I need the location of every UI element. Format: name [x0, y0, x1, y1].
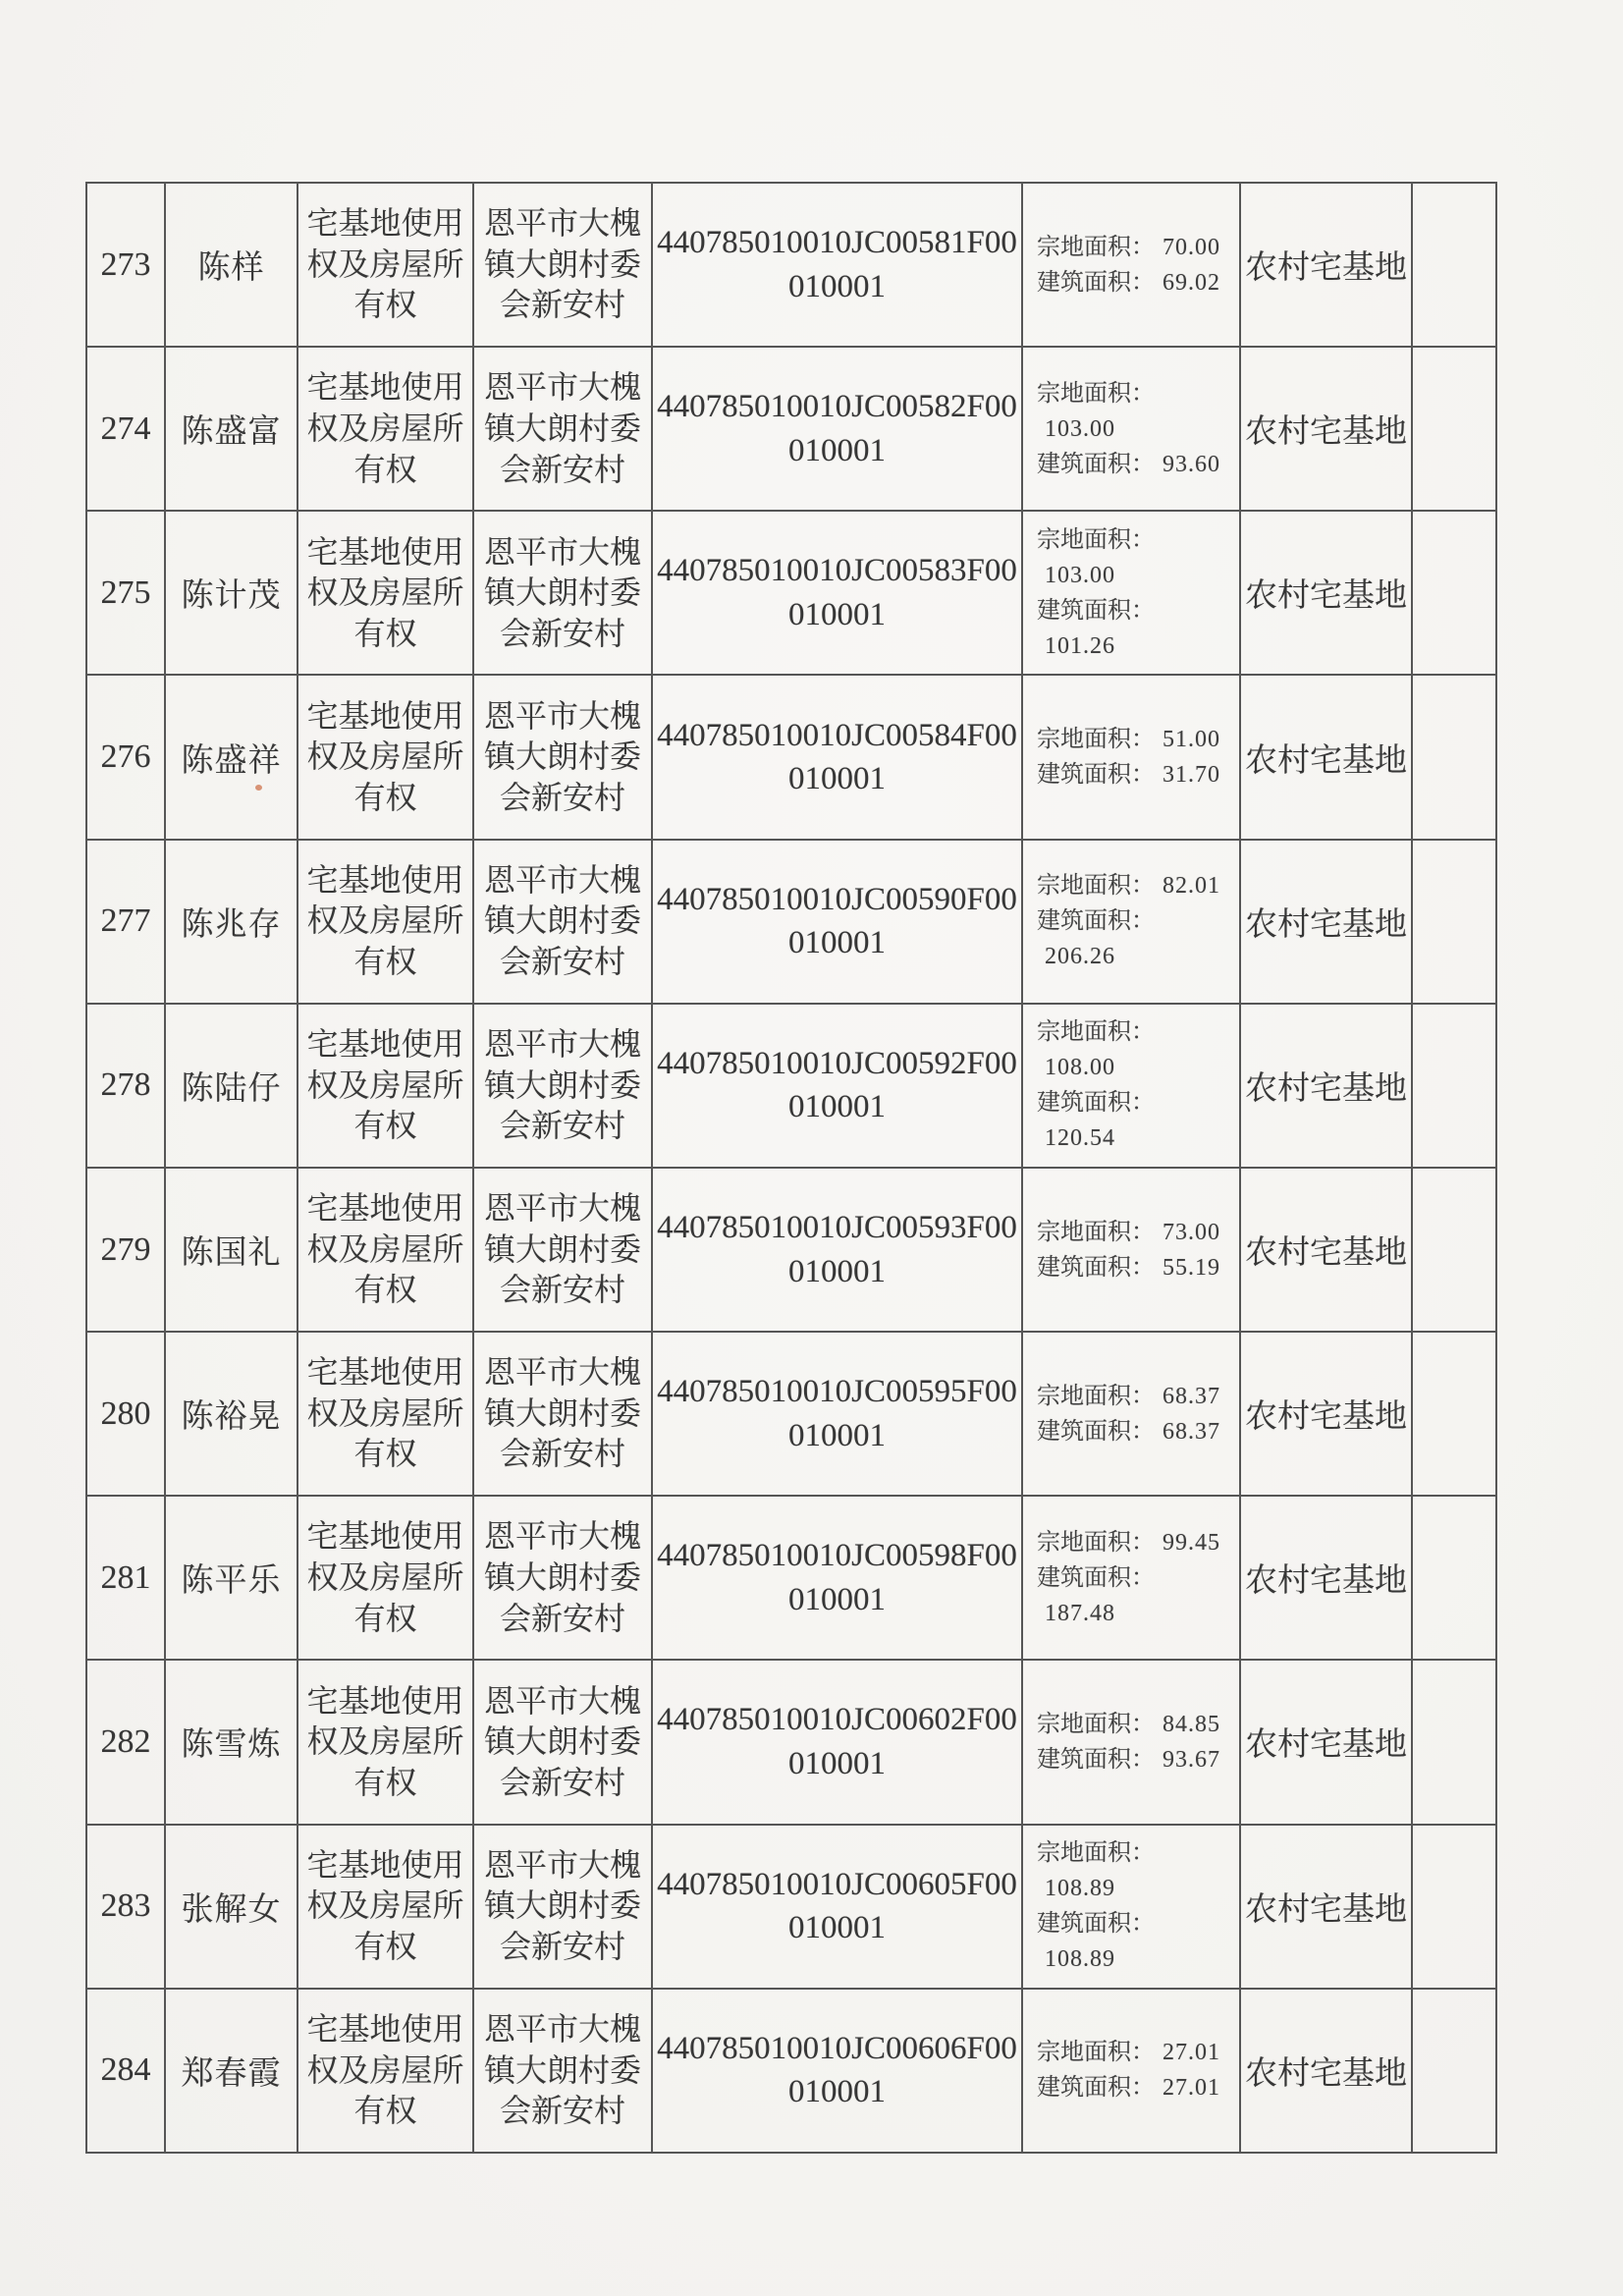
parcel-area-label: 宗地面积：: [1037, 1840, 1155, 1867]
parcel-code-cell: [652, 675, 1022, 839]
parcel-area-label: 宗地面积：: [1037, 2040, 1155, 2066]
area-cell: [1022, 1660, 1240, 1824]
parcel-area-line: [1037, 722, 1231, 757]
building-area-label: 建筑面积：: [1037, 1911, 1155, 1938]
table-body: [86, 183, 1496, 2153]
area-cell: [1022, 840, 1240, 1004]
parcel-code-line2: 010001: [788, 1581, 886, 1617]
owner-name-cell: 陈陆仔: [165, 1004, 298, 1168]
parcel-code-line2: 010001: [788, 1253, 886, 1289]
parcel-area-value: 51.00: [1163, 727, 1220, 753]
table-row: [86, 1660, 1496, 1824]
location-cell: 恩平市大槐镇大朗村委会新安村: [473, 1660, 652, 1824]
land-type-cell: 农村宅基地: [1240, 511, 1412, 675]
empty-cell: [1412, 840, 1496, 1004]
table-row: [86, 511, 1496, 675]
land-type-cell: 农村宅基地: [1240, 183, 1412, 347]
building-area-label: 建筑面积：: [1037, 597, 1155, 624]
scan-speck-artifact: [255, 785, 262, 791]
owner-name-cell: 陈盛祥: [165, 675, 298, 839]
parcel-area-value: 108.00: [1045, 1055, 1115, 1081]
parcel-area-line: [1037, 1525, 1231, 1560]
building-area-label: 建筑面积：: [1037, 1564, 1155, 1591]
parcel-code-line1: 440785010010JC00583F00: [657, 553, 1017, 589]
parcel-area-label: 宗地面积：: [1037, 727, 1155, 753]
parcel-code-cell: [652, 347, 1022, 511]
right-type-cell: 宅基地使用权及房屋所有权: [298, 1004, 473, 1168]
location-cell: 恩平市大槐镇大朗村委会新安村: [473, 1004, 652, 1168]
building-area-line: [1037, 1560, 1231, 1631]
parcel-area-line: [1037, 230, 1231, 265]
building-area-value: 68.37: [1163, 1418, 1220, 1445]
building-area-line: [1037, 1414, 1231, 1449]
parcel-code-line2: 010001: [788, 1910, 886, 1946]
location-cell: 恩平市大槐镇大朗村委会新安村: [473, 511, 652, 675]
right-type-cell: 宅基地使用权及房屋所有权: [298, 1989, 473, 2153]
parcel-area-value: 68.37: [1163, 1383, 1220, 1409]
row-number-cell: 273: [86, 183, 165, 347]
parcel-code-cell: [652, 1004, 1022, 1168]
parcel-area-line: [1037, 376, 1231, 447]
parcel-area-line: [1037, 868, 1231, 903]
row-number-cell: 276: [86, 675, 165, 839]
location-cell: 恩平市大槐镇大朗村委会新安村: [473, 1989, 652, 2153]
parcel-code-cell: [652, 1332, 1022, 1496]
land-type-cell: 农村宅基地: [1240, 1004, 1412, 1168]
area-cell: [1022, 347, 1240, 511]
parcel-area-value: 82.01: [1163, 873, 1220, 900]
owner-name-cell: 陈国礼: [165, 1168, 298, 1332]
parcel-code-line2: 010001: [788, 1745, 886, 1781]
parcel-code-line1: 440785010010JC00602F00: [657, 1702, 1017, 1738]
building-area-line: [1037, 1742, 1231, 1777]
area-cell: [1022, 1004, 1240, 1168]
location-cell: 恩平市大槐镇大朗村委会新安村: [473, 1168, 652, 1332]
building-area-label: 建筑面积：: [1037, 762, 1155, 789]
empty-cell: [1412, 183, 1496, 347]
parcel-area-value: 73.00: [1163, 1219, 1220, 1245]
parcel-area-label: 宗地面积：: [1037, 1711, 1155, 1737]
table-row: [86, 347, 1496, 511]
parcel-code-cell: [652, 1825, 1022, 1989]
row-number-cell: 281: [86, 1496, 165, 1660]
row-number-cell: 283: [86, 1825, 165, 1989]
land-type-cell: 农村宅基地: [1240, 1660, 1412, 1824]
parcel-code-cell: [652, 1660, 1022, 1824]
parcel-code-line1: 440785010010JC00584F00: [657, 717, 1017, 753]
parcel-area-label: 宗地面积：: [1037, 380, 1155, 407]
parcel-code-cell: [652, 1496, 1022, 1660]
empty-cell: [1412, 1168, 1496, 1332]
location-cell: 恩平市大槐镇大朗村委会新安村: [473, 675, 652, 839]
building-area-label: 建筑面积：: [1037, 269, 1155, 296]
parcel-code-line2: 010001: [788, 925, 886, 961]
location-cell: 恩平市大槐镇大朗村委会新安村: [473, 347, 652, 511]
parcel-area-value: 103.00: [1045, 415, 1115, 442]
right-type-cell: 宅基地使用权及房屋所有权: [298, 840, 473, 1004]
area-cell: [1022, 1496, 1240, 1660]
parcel-code-cell: [652, 1989, 1022, 2153]
location-cell: 恩平市大槐镇大朗村委会新安村: [473, 1825, 652, 1989]
parcel-code-line2: 010001: [788, 432, 886, 468]
parcel-area-label: 宗地面积：: [1037, 1219, 1155, 1245]
parcel-area-value: 103.00: [1045, 562, 1115, 588]
building-area-label: 建筑面积：: [1037, 1254, 1155, 1281]
parcel-code-cell: [652, 840, 1022, 1004]
area-cell: [1022, 511, 1240, 675]
area-cell: [1022, 1825, 1240, 1989]
building-area-line: [1037, 1906, 1231, 1977]
owner-name-cell: 郑春霞: [165, 1989, 298, 2153]
empty-cell: [1412, 347, 1496, 511]
right-type-cell: 宅基地使用权及房屋所有权: [298, 347, 473, 511]
parcel-code-line2: 010001: [788, 761, 886, 797]
empty-cell: [1412, 1332, 1496, 1496]
parcel-code-line1: 440785010010JC00595F00: [657, 1374, 1017, 1410]
owner-name-cell: 陈雪炼: [165, 1660, 298, 1824]
building-area-value: 69.02: [1163, 269, 1220, 296]
building-area-value: 108.89: [1045, 1946, 1115, 1973]
area-cell: [1022, 675, 1240, 839]
building-area-label: 建筑面积：: [1037, 2075, 1155, 2102]
building-area-line: [1037, 593, 1231, 664]
parcel-area-label: 宗地面积：: [1037, 234, 1155, 260]
owner-name-cell: 陈裕晃: [165, 1332, 298, 1496]
parcel-area-label: 宗地面积：: [1037, 873, 1155, 900]
building-area-value: 187.48: [1045, 1600, 1115, 1626]
table-row: [86, 1496, 1496, 1660]
area-cell: [1022, 1332, 1240, 1496]
building-area-value: 93.67: [1163, 1746, 1220, 1773]
location-cell: 恩平市大槐镇大朗村委会新安村: [473, 1496, 652, 1660]
owner-name-cell: 陈平乐: [165, 1496, 298, 1660]
parcel-code-line1: 440785010010JC00605F00: [657, 1866, 1017, 1902]
building-area-value: 31.70: [1163, 762, 1220, 789]
location-cell: 恩平市大槐镇大朗村委会新安村: [473, 840, 652, 1004]
right-type-cell: 宅基地使用权及房屋所有权: [298, 1332, 473, 1496]
empty-cell: [1412, 1496, 1496, 1660]
table-row: [86, 183, 1496, 347]
row-number-cell: 277: [86, 840, 165, 1004]
empty-cell: [1412, 511, 1496, 675]
table-row: [86, 1004, 1496, 1168]
building-area-label: 建筑面积：: [1037, 1418, 1155, 1445]
building-area-line: [1037, 1085, 1231, 1156]
parcel-code-line1: 440785010010JC00598F00: [657, 1538, 1017, 1574]
land-type-cell: 农村宅基地: [1240, 1989, 1412, 2153]
land-type-cell: 农村宅基地: [1240, 347, 1412, 511]
building-area-line: [1037, 1250, 1231, 1285]
location-cell: 恩平市大槐镇大朗村委会新安村: [473, 1332, 652, 1496]
empty-cell: [1412, 675, 1496, 839]
parcel-area-line: [1037, 1215, 1231, 1250]
table-row: [86, 1825, 1496, 1989]
owner-name-cell: 陈样: [165, 183, 298, 347]
owner-name-cell: 张解女: [165, 1825, 298, 1989]
building-area-value: 206.26: [1045, 944, 1115, 970]
building-area-value: 93.60: [1163, 451, 1220, 477]
parcel-code-line1: 440785010010JC00581F00: [657, 225, 1017, 261]
parcel-area-label: 宗地面积：: [1037, 1019, 1155, 1046]
parcel-area-line: [1037, 1835, 1231, 1906]
owner-name-cell: 陈盛富: [165, 347, 298, 511]
building-area-line: [1037, 757, 1231, 793]
empty-cell: [1412, 1825, 1496, 1989]
owner-name-cell: 陈兆存: [165, 840, 298, 1004]
table-row: [86, 1332, 1496, 1496]
building-area-label: 建筑面积：: [1037, 1090, 1155, 1117]
parcel-code-cell: [652, 1168, 1022, 1332]
row-number-cell: 284: [86, 1989, 165, 2153]
parcel-code-cell: [652, 183, 1022, 347]
table-row: [86, 675, 1496, 839]
parcel-area-line: [1037, 1014, 1231, 1085]
land-type-cell: 农村宅基地: [1240, 1332, 1412, 1496]
row-number-cell: 279: [86, 1168, 165, 1332]
parcel-area-value: 84.85: [1163, 1711, 1220, 1737]
right-type-cell: 宅基地使用权及房屋所有权: [298, 183, 473, 347]
row-number-cell: 280: [86, 1332, 165, 1496]
right-type-cell: 宅基地使用权及房屋所有权: [298, 1168, 473, 1332]
parcel-area-value: 27.01: [1163, 2040, 1220, 2066]
parcel-code-line2: 010001: [788, 596, 886, 632]
parcel-area-line: [1037, 1379, 1231, 1414]
land-type-cell: 农村宅基地: [1240, 1825, 1412, 1989]
building-area-label: 建筑面积：: [1037, 1746, 1155, 1773]
parcel-code-line1: 440785010010JC00592F00: [657, 1045, 1017, 1081]
building-area-value: 27.01: [1163, 2075, 1220, 2102]
parcel-code-line1: 440785010010JC00590F00: [657, 881, 1017, 917]
owner-name-cell: 陈计茂: [165, 511, 298, 675]
row-number-cell: 282: [86, 1660, 165, 1824]
land-type-cell: 农村宅基地: [1240, 840, 1412, 1004]
table-row: [86, 1989, 1496, 2153]
building-area-label: 建筑面积：: [1037, 451, 1155, 477]
row-number-cell: 274: [86, 347, 165, 511]
empty-cell: [1412, 1660, 1496, 1824]
land-registry-table: [85, 182, 1497, 2154]
area-cell: [1022, 1989, 1240, 2153]
building-area-line: [1037, 265, 1231, 301]
land-type-cell: 农村宅基地: [1240, 1168, 1412, 1332]
parcel-area-value: 108.89: [1045, 1876, 1115, 1902]
parcel-code-line1: 440785010010JC00606F00: [657, 2030, 1017, 2066]
parcel-area-line: [1037, 522, 1231, 593]
building-area-line: [1037, 447, 1231, 482]
location-cell: 恩平市大槐镇大朗村委会新安村: [473, 183, 652, 347]
parcel-code-line1: 440785010010JC00593F00: [657, 1209, 1017, 1245]
building-area-line: [1037, 2070, 1231, 2105]
parcel-area-label: 宗地面积：: [1037, 1383, 1155, 1409]
table-row: [86, 840, 1496, 1004]
parcel-area-value: 99.45: [1163, 1529, 1220, 1556]
building-area-line: [1037, 903, 1231, 974]
area-cell: [1022, 1168, 1240, 1332]
land-type-cell: 农村宅基地: [1240, 675, 1412, 839]
parcel-code-line1: 440785010010JC00582F00: [657, 389, 1017, 425]
table-row: [86, 1168, 1496, 1332]
parcel-area-value: 70.00: [1163, 234, 1220, 260]
right-type-cell: 宅基地使用权及房屋所有权: [298, 1496, 473, 1660]
empty-cell: [1412, 1989, 1496, 2153]
building-area-value: 55.19: [1163, 1254, 1220, 1281]
parcel-area-line: [1037, 2035, 1231, 2070]
empty-cell: [1412, 1004, 1496, 1168]
land-type-cell: 农村宅基地: [1240, 1496, 1412, 1660]
building-area-value: 101.26: [1045, 632, 1115, 659]
parcel-area-label: 宗地面积：: [1037, 526, 1155, 553]
parcel-code-line2: 010001: [788, 268, 886, 304]
parcel-area-line: [1037, 1707, 1231, 1742]
right-type-cell: 宅基地使用权及房屋所有权: [298, 1825, 473, 1989]
right-type-cell: 宅基地使用权及房屋所有权: [298, 511, 473, 675]
row-number-cell: 275: [86, 511, 165, 675]
parcel-code-line2: 010001: [788, 1089, 886, 1125]
parcel-code-line2: 010001: [788, 1417, 886, 1453]
building-area-value: 120.54: [1045, 1125, 1115, 1152]
right-type-cell: 宅基地使用权及房屋所有权: [298, 1660, 473, 1824]
parcel-code-cell: [652, 511, 1022, 675]
area-cell: [1022, 183, 1240, 347]
parcel-area-label: 宗地面积：: [1037, 1529, 1155, 1556]
building-area-label: 建筑面积：: [1037, 908, 1155, 935]
row-number-cell: 278: [86, 1004, 165, 1168]
right-type-cell: 宅基地使用权及房屋所有权: [298, 675, 473, 839]
parcel-code-line2: 010001: [788, 2074, 886, 2110]
